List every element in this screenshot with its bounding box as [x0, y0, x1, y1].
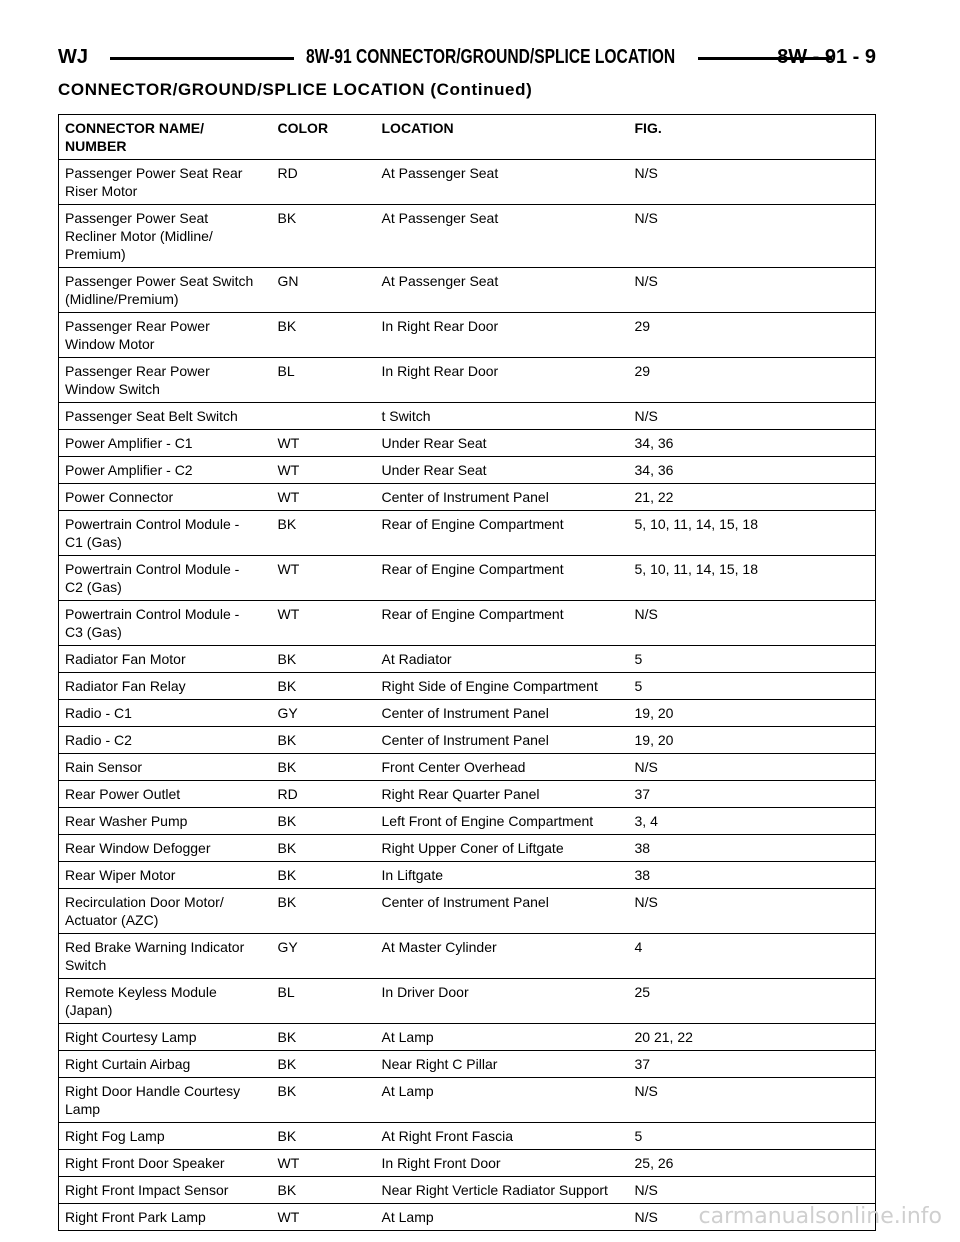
cell-color: GY: [272, 700, 376, 727]
table-row: [59, 754, 876, 781]
cell-fig: 4: [629, 934, 876, 979]
cell-location: In Liftgate: [376, 862, 629, 889]
cell-color: GY: [272, 934, 376, 979]
cell-connector-name: Passenger Rear Power Window Motor: [59, 313, 272, 358]
cell-location: Center of Instrument Panel: [376, 889, 629, 934]
cell-fig: 37: [629, 781, 876, 808]
cell-color: BK: [272, 673, 376, 700]
cell-location: Front Center Overhead: [376, 754, 629, 781]
cell-color: BK: [272, 205, 376, 268]
watermark: carmanualsonline.info: [698, 1204, 942, 1229]
cell-color: BK: [272, 1024, 376, 1051]
table-row: [59, 268, 876, 313]
cell-fig: 3, 4: [629, 808, 876, 835]
cell-connector-name: Right Front Impact Sensor: [59, 1177, 272, 1204]
cell-connector-name: Passenger Power Seat Rear Riser Motor: [59, 160, 272, 205]
cell-connector-name: Radio - C2: [59, 727, 272, 754]
cell-connector-name: Radio - C1: [59, 700, 272, 727]
cell-fig: N/S: [629, 601, 876, 646]
cell-location: Near Right C Pillar: [376, 1051, 629, 1078]
cell-location: At Passenger Seat: [376, 160, 629, 205]
cell-connector-name: Rear Wiper Motor: [59, 862, 272, 889]
cell-color: [272, 403, 376, 430]
cell-color: BL: [272, 358, 376, 403]
cell-location: At Lamp: [376, 1078, 629, 1123]
header-rule-left: [110, 57, 294, 60]
cell-color: BK: [272, 835, 376, 862]
cell-connector-name: Power Amplifier - C1: [59, 430, 272, 457]
column-header-location: LOCATION: [376, 115, 629, 160]
column-header-color: COLOR: [272, 115, 376, 160]
table-row: [59, 646, 876, 673]
cell-color: WT: [272, 601, 376, 646]
cell-fig: 29: [629, 313, 876, 358]
page-header: [58, 38, 876, 72]
cell-connector-name: Right Front Door Speaker: [59, 1150, 272, 1177]
cell-location: Under Rear Seat: [376, 457, 629, 484]
table-row: [59, 1177, 876, 1204]
cell-location: Rear of Engine Compartment: [376, 556, 629, 601]
table-row: [59, 1024, 876, 1051]
cell-location: Center of Instrument Panel: [376, 484, 629, 511]
cell-connector-name: Remote Keyless Module (Japan): [59, 979, 272, 1024]
table-header-row: [59, 115, 876, 160]
cell-connector-name: Right Front Park Lamp: [59, 1204, 272, 1231]
cell-color: BK: [272, 1078, 376, 1123]
cell-fig: 19, 20: [629, 727, 876, 754]
table-row: [59, 889, 876, 934]
table-row: [59, 430, 876, 457]
cell-fig: 5: [629, 1123, 876, 1150]
cell-location: In Driver Door: [376, 979, 629, 1024]
cell-connector-name: Right Curtain Airbag: [59, 1051, 272, 1078]
table-row: [59, 313, 876, 358]
cell-fig: 38: [629, 862, 876, 889]
cell-location: Under Rear Seat: [376, 430, 629, 457]
table-row: [59, 457, 876, 484]
section-title: 8W-91 CONNECTOR/GROUND/SPLICE LOCATION: [306, 46, 676, 68]
cell-location: Right Rear Quarter Panel: [376, 781, 629, 808]
cell-connector-name: Power Amplifier - C2: [59, 457, 272, 484]
table-row: [59, 511, 876, 556]
cell-fig: 5, 10, 11, 14, 15, 18: [629, 511, 876, 556]
cell-color: WT: [272, 1150, 376, 1177]
cell-color: BK: [272, 1177, 376, 1204]
cell-connector-name: Recirculation Door Motor/ Actuator (AZC): [59, 889, 272, 934]
cell-location: Right Side of Engine Compartment: [376, 673, 629, 700]
cell-color: WT: [272, 457, 376, 484]
cell-color: RD: [272, 781, 376, 808]
table-body: [59, 160, 876, 1231]
cell-location: Center of Instrument Panel: [376, 727, 629, 754]
cell-fig: 37: [629, 1051, 876, 1078]
cell-color: BK: [272, 511, 376, 556]
table-title: CONNECTOR/GROUND/SPLICE LOCATION (Continued): [58, 80, 533, 99]
model-code: WJ: [58, 46, 88, 68]
cell-color: WT: [272, 1204, 376, 1231]
column-header-fig: FIG.: [629, 115, 876, 160]
cell-fig: N/S: [629, 1204, 876, 1231]
page-number: 8W - 91 - 9: [777, 46, 876, 68]
cell-location: Rear of Engine Compartment: [376, 511, 629, 556]
cell-connector-name: Rear Washer Pump: [59, 808, 272, 835]
cell-color: BK: [272, 646, 376, 673]
cell-location: Right Upper Coner of Liftgate: [376, 835, 629, 862]
table-row: [59, 700, 876, 727]
table-row: [59, 601, 876, 646]
cell-location: At Radiator: [376, 646, 629, 673]
cell-fig: N/S: [629, 268, 876, 313]
cell-fig: N/S: [629, 160, 876, 205]
cell-location: In Right Rear Door: [376, 358, 629, 403]
cell-fig: N/S: [629, 403, 876, 430]
cell-location: Rear of Engine Compartment: [376, 601, 629, 646]
cell-color: BK: [272, 1051, 376, 1078]
cell-location: At Passenger Seat: [376, 268, 629, 313]
cell-connector-name: Passenger Rear Power Window Switch: [59, 358, 272, 403]
cell-color: BK: [272, 889, 376, 934]
cell-connector-name: Passenger Seat Belt Switch: [59, 403, 272, 430]
table-row: [59, 727, 876, 754]
table-row: [59, 1078, 876, 1123]
cell-fig: 25: [629, 979, 876, 1024]
cell-location: At Right Front Fascia: [376, 1123, 629, 1150]
cell-location: Center of Instrument Panel: [376, 700, 629, 727]
table-row: [59, 1051, 876, 1078]
connector-table: [58, 114, 876, 1231]
cell-color: BK: [272, 1123, 376, 1150]
cell-connector-name: Radiator Fan Relay: [59, 673, 272, 700]
cell-connector-name: Right Door Handle Courtesy Lamp: [59, 1078, 272, 1123]
cell-connector-name: Rear Power Outlet: [59, 781, 272, 808]
table-row: [59, 934, 876, 979]
cell-fig: N/S: [629, 1078, 876, 1123]
cell-connector-name: Rain Sensor: [59, 754, 272, 781]
table-row: [59, 781, 876, 808]
cell-fig: N/S: [629, 205, 876, 268]
cell-fig: 34, 36: [629, 430, 876, 457]
cell-location: At Lamp: [376, 1204, 629, 1231]
table-row: [59, 1123, 876, 1150]
cell-connector-name: Passenger Power Seat Recliner Motor (Midline/ Premium): [59, 205, 272, 268]
table-row: [59, 1150, 876, 1177]
cell-location: Near Right Verticle Radiator Support: [376, 1177, 629, 1204]
column-header-connector-name: CONNECTOR NAME/ NUMBER: [59, 115, 272, 160]
cell-connector-name: Powertrain Control Module - C1 (Gas): [59, 511, 272, 556]
cell-connector-name: Radiator Fan Motor: [59, 646, 272, 673]
table-row: [59, 484, 876, 511]
cell-connector-name: Powertrain Control Module - C3 (Gas): [59, 601, 272, 646]
table-row: [59, 673, 876, 700]
cell-fig: 19, 20: [629, 700, 876, 727]
table-row: [59, 358, 876, 403]
cell-fig: 34, 36: [629, 457, 876, 484]
cell-fig: N/S: [629, 889, 876, 934]
cell-fig: N/S: [629, 754, 876, 781]
cell-fig: 5: [629, 646, 876, 673]
cell-color: GN: [272, 268, 376, 313]
table-row: [59, 160, 876, 205]
cell-color: WT: [272, 430, 376, 457]
cell-connector-name: Rear Window Defogger: [59, 835, 272, 862]
table-row: [59, 979, 876, 1024]
cell-fig: 29: [629, 358, 876, 403]
cell-location: At Passenger Seat: [376, 205, 629, 268]
cell-location: In Right Rear Door: [376, 313, 629, 358]
cell-location: In Right Front Door: [376, 1150, 629, 1177]
cell-color: BK: [272, 808, 376, 835]
cell-color: BK: [272, 862, 376, 889]
cell-color: WT: [272, 556, 376, 601]
cell-location: Left Front of Engine Compartment: [376, 808, 629, 835]
cell-fig: 25, 26: [629, 1150, 876, 1177]
cell-fig: 20 21, 22: [629, 1024, 876, 1051]
cell-color: BK: [272, 754, 376, 781]
cell-color: RD: [272, 160, 376, 205]
table-row: [59, 808, 876, 835]
cell-location: At Master Cylinder: [376, 934, 629, 979]
cell-connector-name: Right Courtesy Lamp: [59, 1024, 272, 1051]
table-row: [59, 556, 876, 601]
cell-fig: 5, 10, 11, 14, 15, 18: [629, 556, 876, 601]
cell-fig: 5: [629, 673, 876, 700]
table-row: [59, 835, 876, 862]
cell-fig: N/S: [629, 1177, 876, 1204]
cell-color: BL: [272, 979, 376, 1024]
cell-connector-name: Powertrain Control Module - C2 (Gas): [59, 556, 272, 601]
cell-connector-name: Power Connector: [59, 484, 272, 511]
cell-connector-name: Passenger Power Seat Switch (Midline/Premium): [59, 268, 272, 313]
table-row: [59, 862, 876, 889]
cell-connector-name: Red Brake Warning Indicator Switch: [59, 934, 272, 979]
cell-fig: 38: [629, 835, 876, 862]
table-row: [59, 403, 876, 430]
cell-location: t Switch: [376, 403, 629, 430]
table-row: [59, 205, 876, 268]
cell-connector-name: Right Fog Lamp: [59, 1123, 272, 1150]
cell-fig: 21, 22: [629, 484, 876, 511]
cell-location: At Lamp: [376, 1024, 629, 1051]
cell-color: WT: [272, 484, 376, 511]
cell-color: BK: [272, 313, 376, 358]
cell-color: BK: [272, 727, 376, 754]
